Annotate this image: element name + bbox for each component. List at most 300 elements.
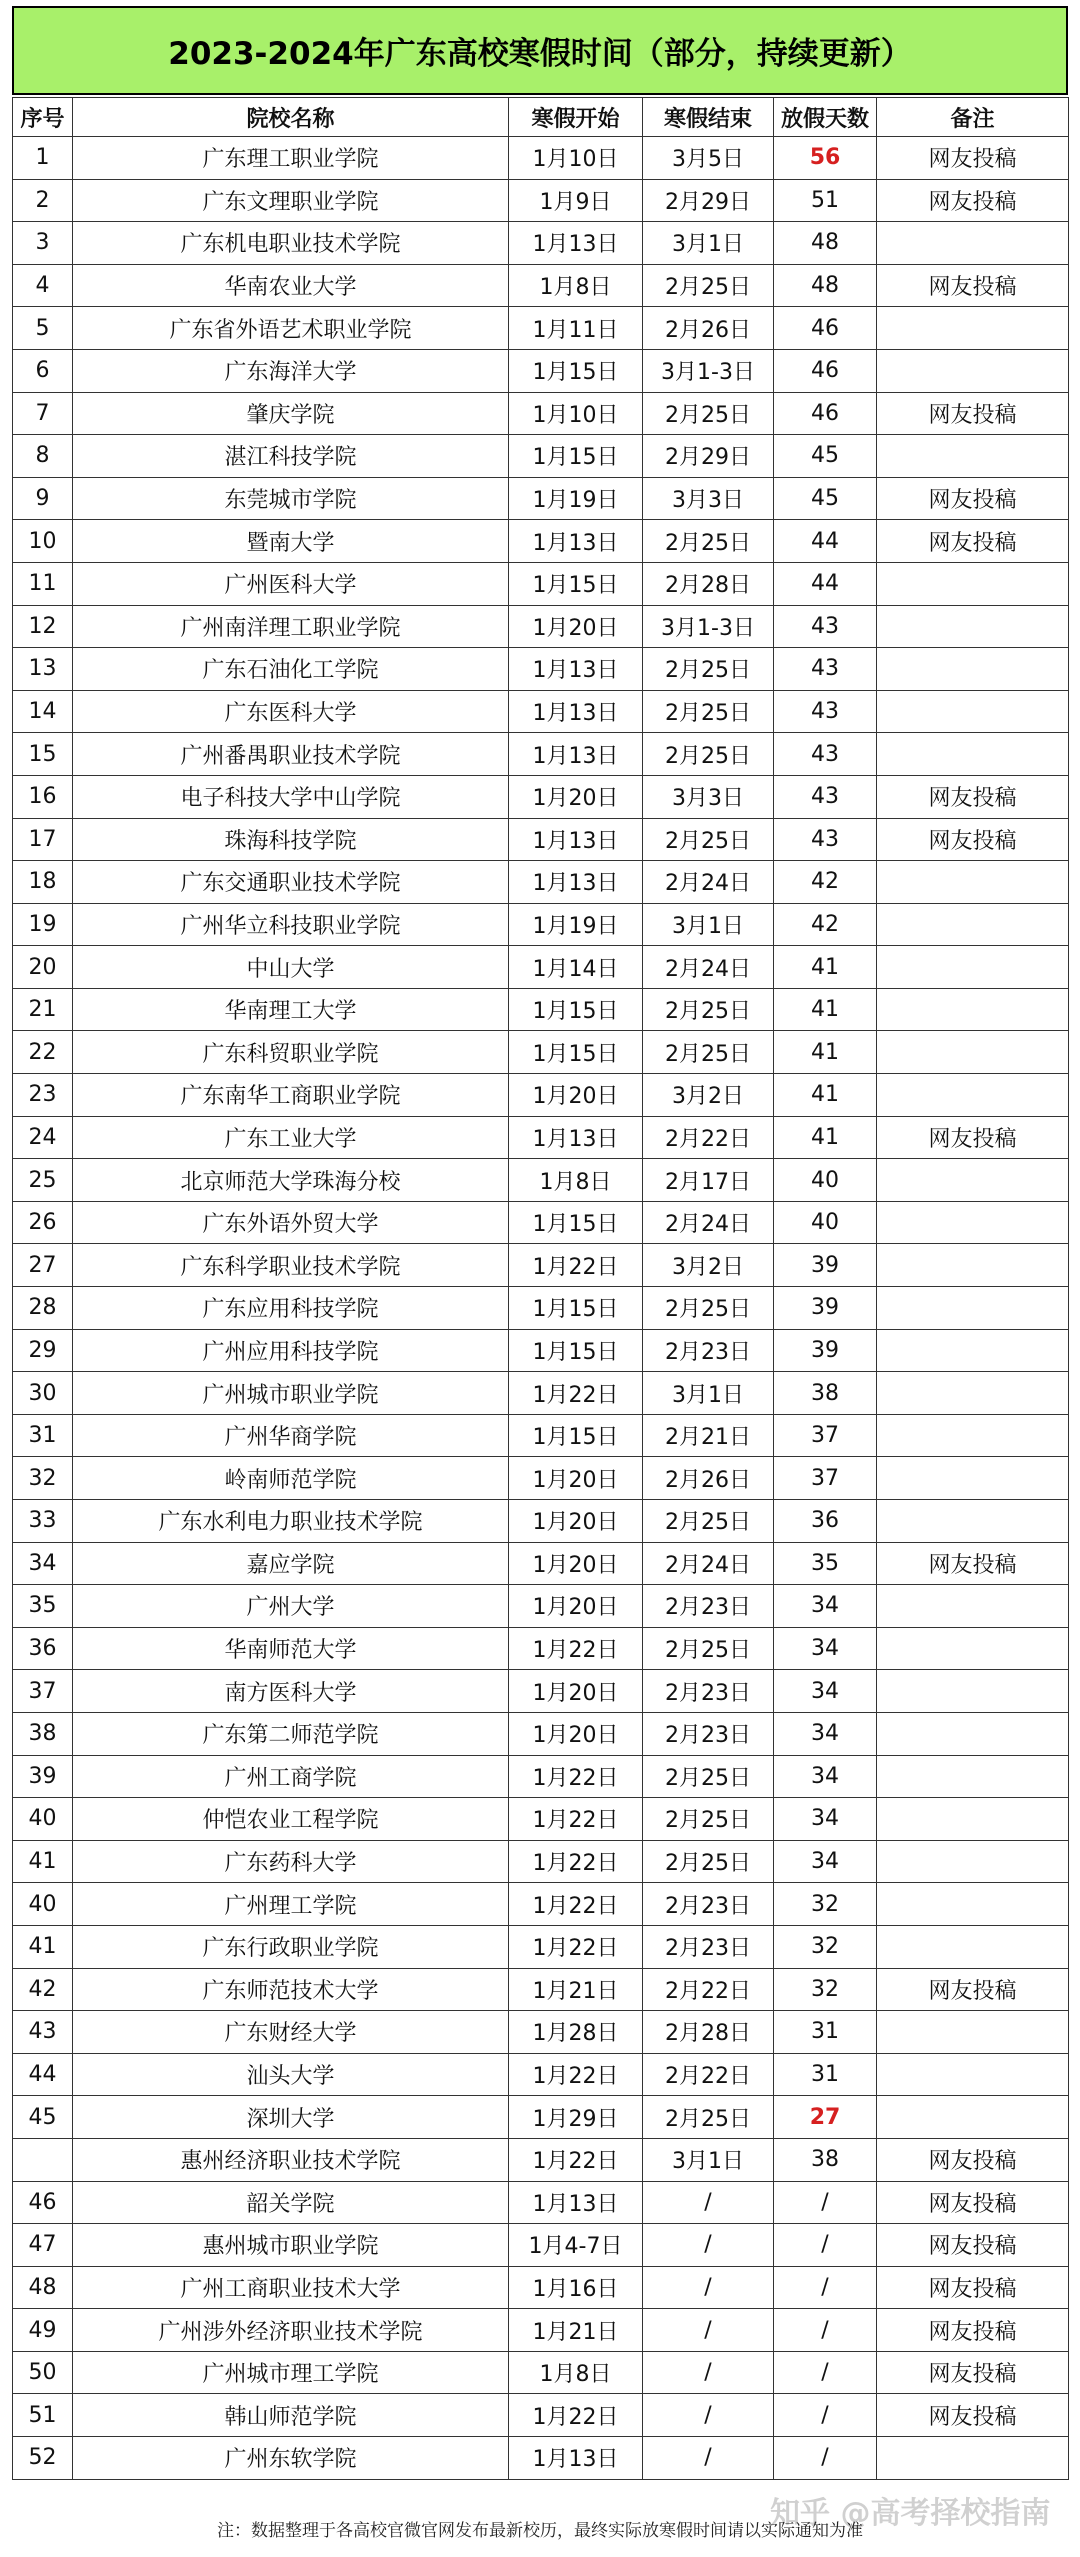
cell-end: / bbox=[643, 2224, 774, 2267]
cell-days: 32 bbox=[774, 1883, 877, 1926]
cell-days: 41 bbox=[774, 1031, 877, 1074]
cell-start: 1月13日 bbox=[509, 520, 643, 563]
cell-no: 28 bbox=[13, 1287, 73, 1330]
table-row bbox=[13, 392, 1069, 435]
cell-days: 46 bbox=[774, 349, 877, 392]
cell-end: 2月29日 bbox=[643, 179, 774, 222]
table-row bbox=[13, 690, 1069, 733]
cell-start: 1月15日 bbox=[509, 1031, 643, 1074]
cell-days: 32 bbox=[774, 1925, 877, 1968]
cell-start: 1月15日 bbox=[509, 1414, 643, 1457]
cell-note bbox=[877, 1414, 1069, 1457]
cell-note: 网友投稿 bbox=[877, 2309, 1069, 2352]
cell-school-name: 广州工商职业技术大学 bbox=[73, 2266, 509, 2309]
cell-school-name: 广州华立科技职业学院 bbox=[73, 903, 509, 946]
cell-days: 34 bbox=[774, 1798, 877, 1841]
cell-no: 33 bbox=[13, 1500, 73, 1543]
cell-days: 46 bbox=[774, 307, 877, 350]
cell-start: 1月20日 bbox=[509, 1074, 643, 1117]
cell-no: 52 bbox=[13, 2437, 73, 2480]
table-row bbox=[13, 349, 1069, 392]
cell-end: 2月17日 bbox=[643, 1159, 774, 1202]
cell-note bbox=[877, 605, 1069, 648]
cell-start: 1月13日 bbox=[509, 690, 643, 733]
cell-school-name: 广州华商学院 bbox=[73, 1414, 509, 1457]
cell-school-name: 汕头大学 bbox=[73, 2053, 509, 2096]
cell-school-name: 广东文理职业学院 bbox=[73, 179, 509, 222]
cell-days: 41 bbox=[774, 1116, 877, 1159]
cell-note bbox=[877, 1670, 1069, 1713]
cell-school-name: 广东师范技术大学 bbox=[73, 1968, 509, 2011]
cell-school-name: 广东应用科技学院 bbox=[73, 1287, 509, 1330]
cell-end: 2月25日 bbox=[643, 988, 774, 1031]
cell-days: 34 bbox=[774, 1755, 877, 1798]
cell-start: 1月19日 bbox=[509, 903, 643, 946]
cell-end: / bbox=[643, 2181, 774, 2224]
cell-start: 1月20日 bbox=[509, 605, 643, 648]
table-row bbox=[13, 1712, 1069, 1755]
cell-end: 2月24日 bbox=[643, 861, 774, 904]
cell-school-name: 广东药科大学 bbox=[73, 1840, 509, 1883]
cell-days: 51 bbox=[774, 179, 877, 222]
cell-start: 1月22日 bbox=[509, 2053, 643, 2096]
cell-end: / bbox=[643, 2309, 774, 2352]
cell-note: 网友投稿 bbox=[877, 2224, 1069, 2267]
cell-start: 1月22日 bbox=[509, 2394, 643, 2437]
cell-end: 2月25日 bbox=[643, 2096, 774, 2139]
cell-note bbox=[877, 222, 1069, 265]
cell-start: 1月29日 bbox=[509, 2096, 643, 2139]
cell-end: 2月24日 bbox=[643, 946, 774, 989]
cell-note bbox=[877, 1500, 1069, 1543]
table-row bbox=[13, 1883, 1069, 1926]
cell-note bbox=[877, 1712, 1069, 1755]
cell-no: 45 bbox=[13, 2096, 73, 2139]
cell-end: 3月5日 bbox=[643, 137, 774, 180]
table-row bbox=[13, 2181, 1069, 2224]
cell-school-name: 广东第二师范学院 bbox=[73, 1712, 509, 1755]
cell-days: 41 bbox=[774, 1074, 877, 1117]
cell-note bbox=[877, 1585, 1069, 1628]
cell-no: 30 bbox=[13, 1372, 73, 1415]
table-row bbox=[13, 435, 1069, 478]
table-row bbox=[13, 2351, 1069, 2394]
cell-no: 44 bbox=[13, 2053, 73, 2096]
cell-school-name: 广东科贸职业学院 bbox=[73, 1031, 509, 1074]
cell-days: 40 bbox=[774, 1201, 877, 1244]
cell-note: 网友投稿 bbox=[877, 775, 1069, 818]
cell-days: 43 bbox=[774, 690, 877, 733]
cell-school-name: 嘉应学院 bbox=[73, 1542, 509, 1585]
table-row bbox=[13, 1031, 1069, 1074]
cell-start: 1月20日 bbox=[509, 1500, 643, 1543]
cell-end: 2月28日 bbox=[643, 562, 774, 605]
cell-school-name: 广州涉外经济职业技术学院 bbox=[73, 2309, 509, 2352]
table-row bbox=[13, 1840, 1069, 1883]
cell-start: 1月13日 bbox=[509, 1116, 643, 1159]
cell-end: 2月25日 bbox=[643, 1840, 774, 1883]
cell-start: 1月22日 bbox=[509, 1755, 643, 1798]
cell-no: 36 bbox=[13, 1627, 73, 1670]
cell-no: 51 bbox=[13, 2394, 73, 2437]
cell-days: 31 bbox=[774, 2011, 877, 2054]
cell-start: 1月22日 bbox=[509, 1627, 643, 1670]
table-row bbox=[13, 988, 1069, 1031]
table-row bbox=[13, 520, 1069, 563]
cell-days: 45 bbox=[774, 477, 877, 520]
cell-school-name: 广州南洋理工职业学院 bbox=[73, 605, 509, 648]
cell-days: 44 bbox=[774, 562, 877, 605]
cell-start: 1月10日 bbox=[509, 137, 643, 180]
table-row bbox=[13, 1670, 1069, 1713]
cell-end: 3月3日 bbox=[643, 477, 774, 520]
cell-start: 1月8日 bbox=[509, 2351, 643, 2394]
cell-school-name: 广东财经大学 bbox=[73, 2011, 509, 2054]
cell-no: 16 bbox=[13, 775, 73, 818]
cell-school-name: 广东省外语艺术职业学院 bbox=[73, 307, 509, 350]
cell-note bbox=[877, 1627, 1069, 1670]
cell-no: 48 bbox=[13, 2266, 73, 2309]
cell-days: 43 bbox=[774, 818, 877, 861]
cell-no: 17 bbox=[13, 818, 73, 861]
cell-school-name: 广东石油化工学院 bbox=[73, 648, 509, 691]
cell-end: 2月28日 bbox=[643, 2011, 774, 2054]
cell-no: 46 bbox=[13, 2181, 73, 2224]
cell-days: / bbox=[774, 2181, 877, 2224]
footnote: 注：数据整理于各高校官微官网发布最新校历，最终实际放寒假时间请以实际通知为准 bbox=[217, 2520, 863, 2541]
cell-no: 19 bbox=[13, 903, 73, 946]
table-row bbox=[13, 2053, 1069, 2096]
cell-end: 2月25日 bbox=[643, 1627, 774, 1670]
cell-no: 38 bbox=[13, 1712, 73, 1755]
cell-school-name: 广州城市职业学院 bbox=[73, 1372, 509, 1415]
table-row bbox=[13, 1287, 1069, 1330]
cell-school-name: 广东外语外贸大学 bbox=[73, 1201, 509, 1244]
cell-days: 39 bbox=[774, 1287, 877, 1330]
cell-note bbox=[877, 1798, 1069, 1841]
cell-no: 12 bbox=[13, 605, 73, 648]
cell-start: 1月20日 bbox=[509, 1457, 643, 1500]
table-row bbox=[13, 733, 1069, 776]
cell-school-name: 广东机电职业技术学院 bbox=[73, 222, 509, 265]
cell-note bbox=[877, 1031, 1069, 1074]
cell-start: 1月15日 bbox=[509, 562, 643, 605]
cell-note bbox=[877, 1372, 1069, 1415]
watermark: 知乎 @高考择校指南 bbox=[770, 2496, 1051, 2531]
cell-days: 56 bbox=[774, 137, 877, 180]
table-row bbox=[13, 562, 1069, 605]
cell-school-name: 电子科技大学中山学院 bbox=[73, 775, 509, 818]
cell-end: 2月25日 bbox=[643, 690, 774, 733]
cell-note bbox=[877, 1925, 1069, 1968]
cell-no: 41 bbox=[13, 1840, 73, 1883]
cell-end: 2月21日 bbox=[643, 1414, 774, 1457]
cell-note bbox=[877, 690, 1069, 733]
cell-end: 3月1-3日 bbox=[643, 605, 774, 648]
header-start: 寒假开始 bbox=[509, 98, 643, 137]
cell-start: 1月20日 bbox=[509, 775, 643, 818]
cell-school-name: 湛江科技学院 bbox=[73, 435, 509, 478]
cell-end: 2月25日 bbox=[643, 392, 774, 435]
cell-end: 2月25日 bbox=[643, 1500, 774, 1543]
cell-no bbox=[13, 2138, 73, 2181]
table-row bbox=[13, 605, 1069, 648]
cell-days: 44 bbox=[774, 520, 877, 563]
cell-no: 42 bbox=[13, 1968, 73, 2011]
cell-school-name: 中山大学 bbox=[73, 946, 509, 989]
cell-school-name: 广东海洋大学 bbox=[73, 349, 509, 392]
table-row bbox=[13, 307, 1069, 350]
cell-start: 1月22日 bbox=[509, 1244, 643, 1287]
cell-school-name: 广东交通职业技术学院 bbox=[73, 861, 509, 904]
cell-note: 网友投稿 bbox=[877, 477, 1069, 520]
cell-no: 14 bbox=[13, 690, 73, 733]
cell-end: 3月1日 bbox=[643, 222, 774, 265]
table-row bbox=[13, 946, 1069, 989]
cell-note: 网友投稿 bbox=[877, 2394, 1069, 2437]
table-row bbox=[13, 1244, 1069, 1287]
table-row bbox=[13, 2096, 1069, 2139]
cell-end: 2月23日 bbox=[643, 1670, 774, 1713]
cell-note: 网友投稿 bbox=[877, 137, 1069, 180]
cell-school-name: 惠州经济职业技术学院 bbox=[73, 2138, 509, 2181]
cell-days: 43 bbox=[774, 648, 877, 691]
cell-end: 3月3日 bbox=[643, 775, 774, 818]
cell-start: 1月13日 bbox=[509, 733, 643, 776]
cell-no: 9 bbox=[13, 477, 73, 520]
cell-note bbox=[877, 1287, 1069, 1330]
table-row bbox=[13, 903, 1069, 946]
cell-no: 15 bbox=[13, 733, 73, 776]
cell-note bbox=[877, 1074, 1069, 1117]
cell-days: 42 bbox=[774, 903, 877, 946]
table-row bbox=[13, 775, 1069, 818]
cell-note bbox=[877, 2437, 1069, 2480]
cell-no: 2 bbox=[13, 179, 73, 222]
header-note: 备注 bbox=[877, 98, 1069, 137]
cell-no: 37 bbox=[13, 1670, 73, 1713]
cell-note: 网友投稿 bbox=[877, 520, 1069, 563]
cell-no: 6 bbox=[13, 349, 73, 392]
cell-note bbox=[877, 648, 1069, 691]
table-row bbox=[13, 2011, 1069, 2054]
cell-school-name: 广东水利电力职业技术学院 bbox=[73, 1500, 509, 1543]
cell-start: 1月20日 bbox=[509, 1542, 643, 1585]
table-row bbox=[13, 1968, 1069, 2011]
cell-no: 13 bbox=[13, 648, 73, 691]
cell-days: 42 bbox=[774, 861, 877, 904]
cell-end: 2月25日 bbox=[643, 818, 774, 861]
cell-no: 31 bbox=[13, 1414, 73, 1457]
cell-no: 20 bbox=[13, 946, 73, 989]
cell-no: 1 bbox=[13, 137, 73, 180]
cell-days: 35 bbox=[774, 1542, 877, 1585]
cell-note bbox=[877, 1159, 1069, 1202]
cell-note bbox=[877, 1244, 1069, 1287]
cell-school-name: 广东理工职业学院 bbox=[73, 137, 509, 180]
cell-days: 38 bbox=[774, 2138, 877, 2181]
cell-end: 2月25日 bbox=[643, 1031, 774, 1074]
cell-note: 网友投稿 bbox=[877, 1542, 1069, 1585]
cell-end: / bbox=[643, 2266, 774, 2309]
cell-start: 1月8日 bbox=[509, 264, 643, 307]
cell-note bbox=[877, 1755, 1069, 1798]
cell-days: / bbox=[774, 2309, 877, 2352]
cell-start: 1月19日 bbox=[509, 477, 643, 520]
cell-end: 2月25日 bbox=[643, 648, 774, 691]
cell-start: 1月13日 bbox=[509, 2181, 643, 2224]
cell-no: 25 bbox=[13, 1159, 73, 1202]
cell-start: 1月10日 bbox=[509, 392, 643, 435]
cell-end: / bbox=[643, 2394, 774, 2437]
cell-start: 1月13日 bbox=[509, 648, 643, 691]
cell-note: 网友投稿 bbox=[877, 2266, 1069, 2309]
cell-school-name: 广州大学 bbox=[73, 1585, 509, 1628]
cell-school-name: 南方医科大学 bbox=[73, 1670, 509, 1713]
table-row bbox=[13, 1074, 1069, 1117]
cell-no: 40 bbox=[13, 1798, 73, 1841]
cell-days: 41 bbox=[774, 988, 877, 1031]
cell-days: 39 bbox=[774, 1244, 877, 1287]
cell-no: 41 bbox=[13, 1925, 73, 1968]
cell-school-name: 广州城市理工学院 bbox=[73, 2351, 509, 2394]
cell-note bbox=[877, 1883, 1069, 1926]
table-row bbox=[13, 1798, 1069, 1841]
cell-end: 2月22日 bbox=[643, 1968, 774, 2011]
cell-school-name: 广东工业大学 bbox=[73, 1116, 509, 1159]
cell-school-name: 北京师范大学珠海分校 bbox=[73, 1159, 509, 1202]
cell-end: 3月1日 bbox=[643, 903, 774, 946]
cell-end: 2月25日 bbox=[643, 1287, 774, 1330]
table-row bbox=[13, 1585, 1069, 1628]
cell-days: 40 bbox=[774, 1159, 877, 1202]
cell-days: 43 bbox=[774, 775, 877, 818]
cell-note bbox=[877, 733, 1069, 776]
cell-end: 2月24日 bbox=[643, 1542, 774, 1585]
cell-note bbox=[877, 1840, 1069, 1883]
cell-start: 1月22日 bbox=[509, 1925, 643, 1968]
cell-days: 38 bbox=[774, 1372, 877, 1415]
cell-note bbox=[877, 903, 1069, 946]
cell-end: 3月1日 bbox=[643, 2138, 774, 2181]
cell-start: 1月9日 bbox=[509, 179, 643, 222]
cell-no: 32 bbox=[13, 1457, 73, 1500]
header-row bbox=[13, 98, 1069, 137]
cell-start: 1月11日 bbox=[509, 307, 643, 350]
cell-end: 3月2日 bbox=[643, 1244, 774, 1287]
table-row bbox=[13, 222, 1069, 265]
cell-end: 2月22日 bbox=[643, 1116, 774, 1159]
cell-school-name: 岭南师范学院 bbox=[73, 1457, 509, 1500]
cell-note bbox=[877, 861, 1069, 904]
table-row bbox=[13, 1201, 1069, 1244]
cell-end: 3月2日 bbox=[643, 1074, 774, 1117]
cell-note bbox=[877, 435, 1069, 478]
cell-start: 1月20日 bbox=[509, 1712, 643, 1755]
cell-school-name: 广州应用科技学院 bbox=[73, 1329, 509, 1372]
cell-days: 39 bbox=[774, 1329, 877, 1372]
cell-school-name: 广东医科大学 bbox=[73, 690, 509, 733]
cell-start: 1月21日 bbox=[509, 2309, 643, 2352]
table-row bbox=[13, 2224, 1069, 2267]
cell-end: / bbox=[643, 2351, 774, 2394]
cell-days: / bbox=[774, 2437, 877, 2480]
cell-end: 2月25日 bbox=[643, 520, 774, 563]
table-row bbox=[13, 818, 1069, 861]
cell-school-name: 广州理工学院 bbox=[73, 1883, 509, 1926]
header-end: 寒假结束 bbox=[643, 98, 774, 137]
cell-start: 1月13日 bbox=[509, 222, 643, 265]
cell-end: 2月29日 bbox=[643, 435, 774, 478]
cell-no: 11 bbox=[13, 562, 73, 605]
cell-start: 1月21日 bbox=[509, 1968, 643, 2011]
cell-school-name: 广州医科大学 bbox=[73, 562, 509, 605]
cell-days: 34 bbox=[774, 1840, 877, 1883]
cell-note: 网友投稿 bbox=[877, 2138, 1069, 2181]
sheet-title: 2023-2024年广东高校寒假时间（部分，持续更新） bbox=[12, 6, 1068, 95]
table-body bbox=[13, 137, 1069, 2480]
cell-end: 2月23日 bbox=[643, 1585, 774, 1628]
cell-school-name: 广州工商学院 bbox=[73, 1755, 509, 1798]
cell-start: 1月15日 bbox=[509, 349, 643, 392]
cell-no: 26 bbox=[13, 1201, 73, 1244]
header-no: 序号 bbox=[13, 98, 73, 137]
table-row bbox=[13, 1542, 1069, 1585]
cell-start: 1月15日 bbox=[509, 1329, 643, 1372]
cell-note bbox=[877, 2053, 1069, 2096]
cell-no: 39 bbox=[13, 1755, 73, 1798]
cell-note: 网友投稿 bbox=[877, 2351, 1069, 2394]
cell-note: 网友投稿 bbox=[877, 392, 1069, 435]
cell-start: 1月16日 bbox=[509, 2266, 643, 2309]
table-row bbox=[13, 1755, 1069, 1798]
cell-no: 5 bbox=[13, 307, 73, 350]
cell-note: 网友投稿 bbox=[877, 1968, 1069, 2011]
cell-note bbox=[877, 2096, 1069, 2139]
cell-no: 10 bbox=[13, 520, 73, 563]
cell-days: 43 bbox=[774, 605, 877, 648]
cell-no: 49 bbox=[13, 2309, 73, 2352]
table-row bbox=[13, 264, 1069, 307]
table-row bbox=[13, 2138, 1069, 2181]
cell-school-name: 华南师范大学 bbox=[73, 1627, 509, 1670]
cell-days: 37 bbox=[774, 1457, 877, 1500]
cell-no: 40 bbox=[13, 1883, 73, 1926]
holiday-table bbox=[12, 97, 1069, 2480]
cell-start: 1月22日 bbox=[509, 1798, 643, 1841]
cell-no: 43 bbox=[13, 2011, 73, 2054]
table-row bbox=[13, 477, 1069, 520]
cell-no: 23 bbox=[13, 1074, 73, 1117]
cell-school-name: 广东科学职业技术学院 bbox=[73, 1244, 509, 1287]
cell-days: / bbox=[774, 2224, 877, 2267]
table-row bbox=[13, 2437, 1069, 2480]
cell-days: 34 bbox=[774, 1670, 877, 1713]
cell-no: 4 bbox=[13, 264, 73, 307]
cell-note bbox=[877, 1201, 1069, 1244]
cell-days: 32 bbox=[774, 1968, 877, 2011]
cell-start: 1月13日 bbox=[509, 2437, 643, 2480]
cell-no: 35 bbox=[13, 1585, 73, 1628]
cell-note: 网友投稿 bbox=[877, 818, 1069, 861]
table-row bbox=[13, 1159, 1069, 1202]
cell-start: 1月13日 bbox=[509, 861, 643, 904]
cell-end: 2月25日 bbox=[643, 1755, 774, 1798]
cell-end: 2月23日 bbox=[643, 1883, 774, 1926]
cell-days: / bbox=[774, 2394, 877, 2437]
cell-no: 50 bbox=[13, 2351, 73, 2394]
cell-no: 3 bbox=[13, 222, 73, 265]
